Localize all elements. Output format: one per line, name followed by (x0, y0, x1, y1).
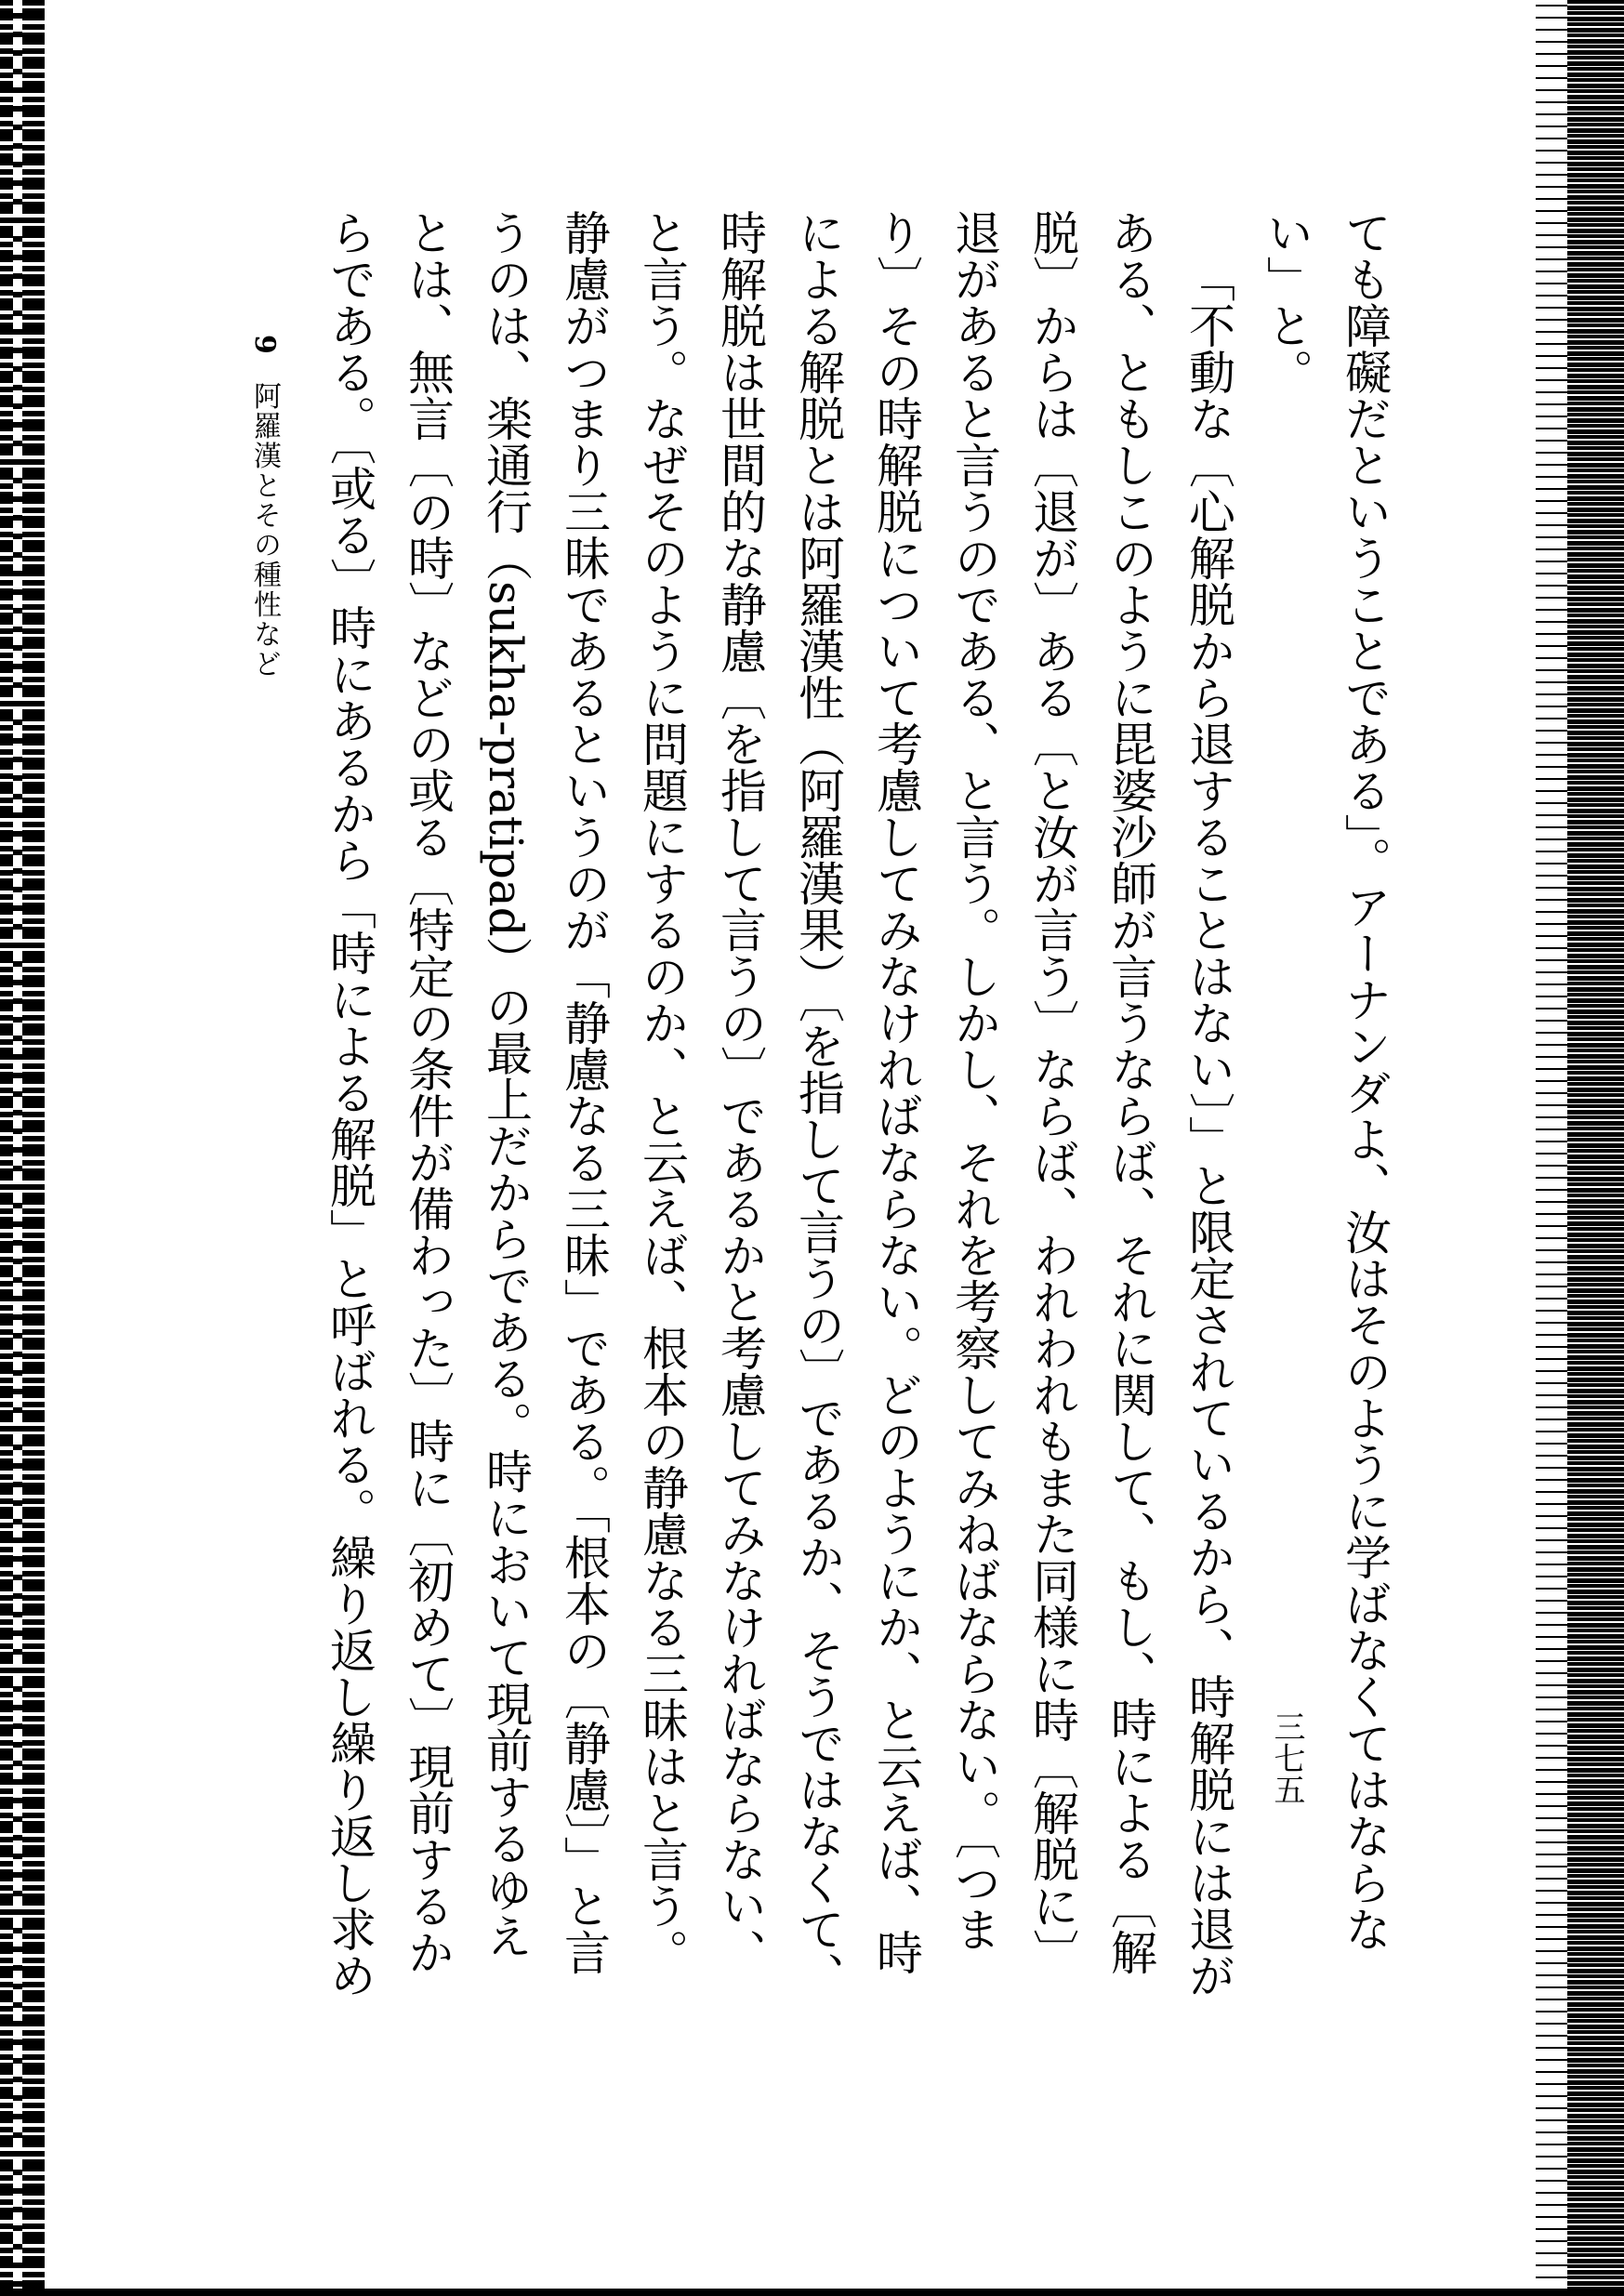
paragraph-1: ても障礙だということである」。アーナンダよ、汝はそのように学ばなくてはならない」と。 (1260, 209, 1392, 1952)
page-number: 三七五 (1268, 1710, 1305, 1805)
chapter-title: 阿羅漢とその種性など (248, 381, 281, 680)
left-binding-edge (0, 0, 45, 2296)
right-page-edge (1536, 0, 1624, 2296)
running-header (244, 335, 284, 762)
bottom-scan-edge (0, 2289, 1624, 2296)
vertical-body-text (316, 209, 1404, 2003)
paragraph-2: 「不動な〔心解脱から退することはない〕」と限定されているから、時解脱には退がある、ともしこのように毘婆沙師が言うならば、それに関して、もし、時による〔解脱〕からは〔退が〕ある〔と汝が言う〕ならば、われわれもまた同様に時〔解脱に〕退があると言うのである、と言う。しかし、それを考察してみねばならない。〔つまり〕その時解脱について考慮してみなければならない。どのようにか、と云えば、時による解脱とは阿羅漢性（阿羅漢果）〔を指して言うの〕であるか、そうではなくて、時解脱は世間的な静慮〔を指して言うの〕であるかと考慮してみなければならない、と言う。なぜそのように問題にするのか、と云えば、根本の静慮なる三昧はと言う。静慮がつまり三昧であるというのが「静慮なる三昧」である。「根本の〔静慮〕」と言うのは、楽通行（sukha-pratipad）の最上だからである。時において現前するゆえとは、無言〔の時〕などの或る〔特定の条件が備わった〕時に〔初めて〕現前するからである。〔或る〕時にあるから「時による解脱」と呼ばれる。繰り返し繰り返し求め (323, 209, 1235, 1999)
chapter-number: 9 (248, 335, 281, 354)
